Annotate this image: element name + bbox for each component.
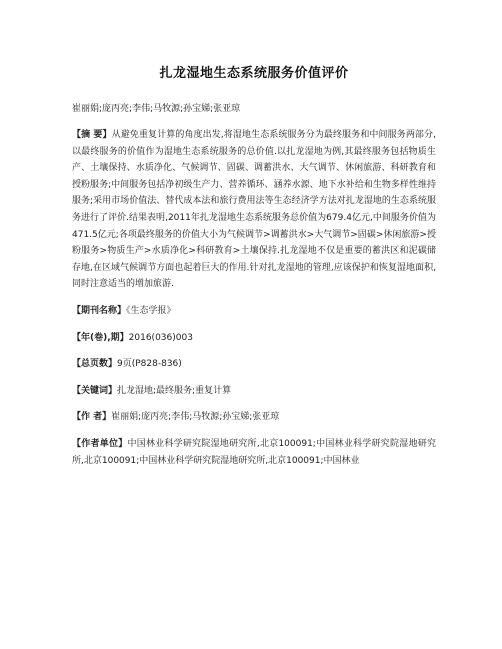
journal-text: 《生态学报》 (126, 305, 176, 316)
year-section (72, 330, 436, 347)
abstract-text: 从避免重复计算的角度出发,将湿地生态系统服务分为最终服务和中间服务两部分,以最终服务的价值作为湿地生态系统服务的总价值.以扎龙湿地为例,其最终服务包括物质生产、土壤保持、水质净化、气候调节、固碳、调蓄洪水、大气调节、休闲旅游、科研教育和授粉服务;中间服务包括净初级生产力、营养循环、涵养水源、地下水补给和生物多样性维持服务;采用市场价值法、替代成本法和旅行费用法等生态经济学方法对扎龙湿地的生态系统服务进行了评价.结果表明,2011年扎龙湿地生态系统服务总价值为679.4亿元,中间服务价值为471.5亿元;各项最终服务的价值大小为气候调节>调蓄洪水>大气调节>固碳>休闲旅游>授粉服务>物质生产>水质净化>科研教育>土壤保持.扎龙湿地不仅是重要的蓄洪区和泥碳储存地,在区域气候调节方面也起着巨大的作用.针对扎龙湿地的管理,应该保护和恢复湿地面积,同时注意适当的增加旅游. (72, 130, 436, 290)
year-label: 【年(卷),期】 (72, 332, 129, 343)
pages-section (72, 356, 436, 373)
document-title: 扎龙湿地生态系统服务价值评价 (159, 66, 349, 81)
author-label: 【作 者】 (72, 412, 112, 423)
abstract-label: 【摘 要】 (72, 130, 112, 140)
author-text: 崔丽娟;庞丙亮;李伟;马牧源;孙宝娣;张亚琼 (111, 412, 280, 423)
author-line: 崔丽娟;庞丙亮;李伟;马牧源;孙宝娣;张亚琼 (72, 104, 241, 114)
affiliation-text: 中国林业科学研究院湿地研究所,北京100091;中国林业科学研究院湿地研究所,北京100091;中国林业科学研究院湿地研究所,北京100091;中国林业 (72, 438, 436, 466)
keywords-section (72, 383, 436, 400)
journal-label: 【期刊名称】 (72, 305, 127, 316)
year-text: 2016(036)003 (128, 332, 193, 343)
pages-text: 9页(P828-836) (117, 359, 182, 370)
affiliation-section (72, 436, 436, 469)
affiliation-label: 【作者单位】 (72, 438, 128, 449)
keywords-text: 扎龙湿地;最终服务;重复计算 (117, 385, 232, 396)
pages-label: 【总页数】 (72, 359, 118, 370)
author-section (72, 409, 436, 426)
keywords-label: 【关键词】 (72, 385, 118, 396)
journal-section (72, 303, 436, 320)
abstract-section (72, 127, 436, 293)
